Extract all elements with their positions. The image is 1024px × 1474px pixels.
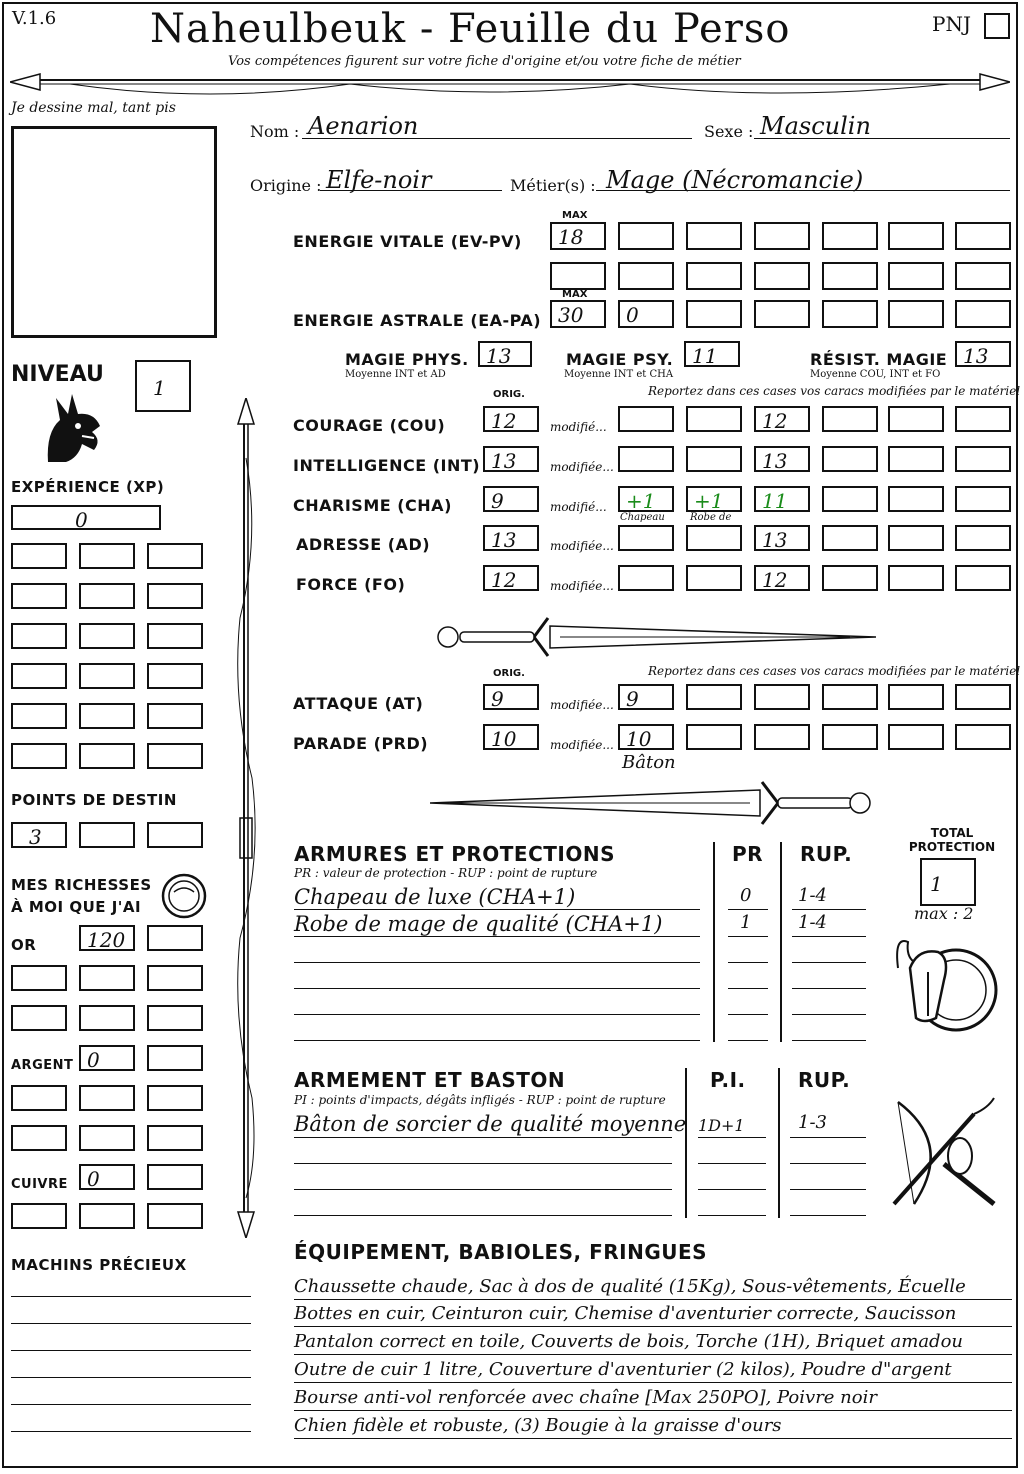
or-box[interactable]: [147, 1005, 203, 1031]
xp-track-box[interactable]: [79, 583, 135, 609]
ev-box[interactable]: [754, 262, 810, 290]
argent-box[interactable]: [11, 1085, 67, 1111]
ea-box[interactable]: [754, 300, 810, 328]
weapon-item-name[interactable]: Bâton de sorcier de qualité moyenne: [294, 1112, 687, 1136]
argent-box[interactable]: [147, 1085, 203, 1111]
prd-mod-box[interactable]: [822, 724, 878, 750]
destin-box[interactable]: 3: [11, 822, 67, 848]
total-protection-box[interactable]: 1: [920, 858, 976, 906]
weapons-rup-header: RUP.: [798, 1068, 851, 1092]
nom-label: Nom :: [250, 122, 300, 141]
ev-max-box[interactable]: 18: [550, 222, 606, 250]
argent-box[interactable]: [147, 1045, 203, 1071]
prd-mod-box[interactable]: [888, 724, 944, 750]
ea-box[interactable]: [955, 300, 1011, 328]
weapons-subtitle: PI : points d'impacts, dégâts infligés - RUP : point de rupture: [294, 1093, 666, 1107]
prd-mod-box[interactable]: [686, 724, 742, 750]
total-protection-label: TOTAL PROTECTION: [908, 826, 996, 854]
xp-track-box[interactable]: [147, 543, 203, 569]
orig-label: ORIG.: [493, 389, 525, 400]
prd-mod-box[interactable]: [955, 724, 1011, 750]
ev-box[interactable]: [822, 262, 878, 290]
fo-orig-box[interactable]: 12: [483, 565, 539, 591]
cuivre-box[interactable]: [11, 1203, 67, 1229]
argent-box[interactable]: [147, 1125, 203, 1151]
equipment-line[interactable]: Outre de cuir 1 litre, Couverture d'aventurier (2 kilos), Poudre d"argent: [294, 1359, 952, 1380]
destin-box[interactable]: [79, 822, 135, 848]
int-label: INTELLIGENCE (INT): [293, 456, 481, 475]
magie-psy-box[interactable]: 11: [684, 341, 740, 367]
int-mod-label: modifiée...: [550, 460, 614, 474]
ea-current-box[interactable]: 0: [618, 300, 674, 328]
equipment-line[interactable]: Chaussette chaude, Sac à dos de qualité (15Kg), Sous-vêtements, Écuelle: [294, 1276, 966, 1297]
argent-box[interactable]: [11, 1125, 67, 1151]
magie-psy-label: MAGIE PSY.: [566, 350, 674, 369]
cha-mod-box[interactable]: +1: [618, 486, 674, 512]
ea-max-box[interactable]: 30: [550, 300, 606, 328]
ev-box[interactable]: [888, 262, 944, 290]
int-mod-box[interactable]: [955, 446, 1011, 472]
version-label: V.1.6: [12, 8, 57, 29]
armor-item-rup[interactable]: 1-4: [798, 912, 827, 933]
ad-mod-box[interactable]: [686, 525, 742, 551]
ad-mod-box[interactable]: [618, 525, 674, 551]
stats-note: Reportez dans ces cases vos caracs modifiées par le matériel: [648, 384, 1021, 398]
prd-label: PARADE (PRD): [293, 734, 429, 753]
ad-mod-label: modifiée...: [550, 539, 614, 553]
sword-icon: [430, 778, 876, 828]
sexe-value[interactable]: Masculin: [760, 112, 871, 140]
xp-track-box[interactable]: [147, 623, 203, 649]
int-mod-box[interactable]: [686, 446, 742, 472]
at-mod-box[interactable]: [822, 684, 878, 710]
cuivre-box[interactable]: [147, 1203, 203, 1229]
cou-mod-box[interactable]: [955, 406, 1011, 432]
ev-box[interactable]: [686, 262, 742, 290]
or-box[interactable]: [11, 1005, 67, 1031]
prd-orig-box[interactable]: 10: [483, 724, 539, 750]
at-final-box[interactable]: 9: [618, 684, 674, 710]
ev-box[interactable]: [955, 262, 1011, 290]
cha-mod-box[interactable]: +1: [686, 486, 742, 512]
magie-phys-box[interactable]: 13: [478, 341, 532, 367]
xp-track-box[interactable]: [147, 703, 203, 729]
ev-box[interactable]: [618, 262, 674, 290]
armor-subtitle: PR : valeur de protection - RUP : point de rupture: [294, 866, 598, 880]
argent-box[interactable]: [79, 1085, 135, 1111]
sexe-label: Sexe :: [704, 122, 754, 141]
cou-mod-box[interactable]: [686, 406, 742, 432]
xp-track-box[interactable]: [79, 703, 135, 729]
niveau-label: NIVEAU: [11, 362, 104, 387]
resist-magie-label: RÉSIST. MAGIE: [810, 350, 948, 369]
at-mod-box[interactable]: [955, 684, 1011, 710]
cha-mod-note: Robe de: [690, 512, 732, 523]
or-box[interactable]: 120: [79, 925, 135, 951]
equipment-line[interactable]: Pantalon correct en toile, Couverts de bois, Torche (1H), Briquet amadou: [294, 1331, 964, 1352]
fo-mod-box[interactable]: [822, 565, 878, 591]
prd-mod-box[interactable]: [754, 724, 810, 750]
origine-label: Origine :: [250, 176, 322, 195]
helmet-shield-icon: [888, 928, 1008, 1038]
ea-box[interactable]: [686, 300, 742, 328]
prd-final-box[interactable]: 10: [618, 724, 674, 750]
armor-item-rup[interactable]: 1-4: [798, 885, 827, 906]
armor-rup-header: RUP.: [800, 842, 853, 866]
ad-label: ADRESSE (AD): [296, 535, 431, 554]
or-box[interactable]: [79, 1005, 135, 1031]
cou-orig-box[interactable]: 12: [483, 406, 539, 432]
xp-track-box[interactable]: [79, 663, 135, 689]
equipment-line[interactable]: Bottes en cuir, Ceinturon cuir, Chemise d'aventurier correcte, Saucisson: [294, 1303, 957, 1324]
ev-max-label: MAX: [562, 210, 588, 221]
xp-track-box[interactable]: [79, 623, 135, 649]
int-mod-box[interactable]: [618, 446, 674, 472]
resist-magie-box[interactable]: 13: [955, 341, 1011, 367]
ev-box[interactable]: [686, 222, 742, 250]
at-mod-box[interactable]: [686, 684, 742, 710]
ad-final-box[interactable]: 13: [754, 525, 810, 551]
precieux-label: MACHINS PRÉCIEUX: [11, 1256, 187, 1274]
fo-mod-box[interactable]: [955, 565, 1011, 591]
weapon-item-rup[interactable]: 1-3: [798, 1112, 827, 1133]
richesses-label: MES RICHESSES: [11, 876, 152, 894]
ea-box[interactable]: [888, 300, 944, 328]
weapon-item-pi[interactable]: 1D+1: [698, 1116, 745, 1135]
int-orig-box[interactable]: 13: [483, 446, 539, 472]
xp-track-box[interactable]: [11, 543, 67, 569]
equipment-title: ÉQUIPEMENT, BABIOLES, FRINGUES: [294, 1240, 708, 1264]
xp-track-box[interactable]: [79, 543, 135, 569]
or-box[interactable]: [11, 965, 67, 991]
at-orig-box[interactable]: 9: [483, 684, 539, 710]
cha-mod-box[interactable]: [822, 486, 878, 512]
armor-item-pr[interactable]: 0: [740, 885, 752, 906]
int-mod-box[interactable]: [888, 446, 944, 472]
at-mod-box[interactable]: [754, 684, 810, 710]
equipment-line[interactable]: Chien fidèle et robuste, (3) Bougie à la graisse d'ours: [294, 1415, 782, 1436]
ev-box[interactable]: [888, 222, 944, 250]
cou-final-box[interactable]: 12: [754, 406, 810, 432]
ev-box[interactable]: [822, 222, 878, 250]
xp-track-box[interactable]: [11, 583, 67, 609]
ev-label: ENERGIE VITALE (EV-PV): [293, 232, 522, 251]
armor-item-name[interactable]: Robe de mage de qualité (CHA+1): [294, 912, 663, 936]
ev-box[interactable]: [754, 222, 810, 250]
sword-icon: [430, 614, 876, 660]
total-protection-max: max : 2: [914, 904, 974, 923]
pnj-label: PNJ: [932, 12, 971, 36]
cou-mod-box[interactable]: [822, 406, 878, 432]
ev-box[interactable]: [550, 262, 606, 290]
xp-track-box[interactable]: [147, 583, 203, 609]
origine-value[interactable]: Elfe-noir: [326, 166, 432, 194]
cuivre-box[interactable]: [147, 1164, 203, 1190]
armor-pr-header: PR: [732, 842, 764, 866]
fo-mod-label: modifiée...: [550, 579, 614, 593]
magie-phys-label: MAGIE PHYS.: [345, 350, 469, 369]
weapons-col-divider: [778, 1068, 780, 1218]
argent-box[interactable]: [79, 1125, 135, 1151]
ev-box[interactable]: [618, 222, 674, 250]
niveau-box[interactable]: 1: [135, 360, 191, 412]
xp-label: EXPÉRIENCE (XP): [11, 478, 165, 496]
ea-box[interactable]: [822, 300, 878, 328]
cou-mod-box[interactable]: [888, 406, 944, 432]
ad-mod-box[interactable]: [888, 525, 944, 551]
cha-final-box[interactable]: 11: [754, 486, 810, 512]
spear-icon: [228, 398, 264, 1238]
xp-track-box[interactable]: [11, 703, 67, 729]
armor-col-divider: [780, 842, 782, 1042]
cuivre-label: CUIVRE: [11, 1177, 68, 1192]
int-final-box[interactable]: 13: [754, 446, 810, 472]
weapons-pi-header: P.I.: [710, 1068, 746, 1092]
metier-label: Métier(s) :: [510, 176, 596, 195]
cha-mod-box[interactable]: [888, 486, 944, 512]
xp-track-box[interactable]: [147, 743, 203, 769]
dragon-icon: [38, 392, 108, 466]
argent-box[interactable]: 0: [79, 1045, 135, 1071]
portrait-box[interactable]: [11, 126, 217, 338]
or-box[interactable]: [147, 965, 203, 991]
cha-mod-box[interactable]: [955, 486, 1011, 512]
nom-value[interactable]: Aenarion: [308, 112, 419, 140]
cou-label: COURAGE (COU): [293, 416, 446, 435]
weapon-note: Bâton: [622, 752, 676, 773]
cuivre-box[interactable]: 0: [79, 1164, 135, 1190]
xp-track-box[interactable]: [11, 623, 67, 649]
fo-mod-box[interactable]: [888, 565, 944, 591]
cha-orig-box[interactable]: 9: [483, 486, 539, 512]
page-title: Naheulbeuk - Feuille du Perso: [150, 6, 791, 52]
combat-orig-label: ORIG.: [493, 668, 525, 679]
spear-icon: [10, 66, 1010, 102]
fo-mod-box[interactable]: [686, 565, 742, 591]
page-subtitle: Vos compétences figurent sur votre fiche d'origine et/ou votre fiche de métier: [228, 54, 741, 69]
cou-mod-label: modifié...: [550, 420, 607, 434]
or-label: OR: [11, 936, 37, 954]
equipment-line[interactable]: Bourse anti-vol renforcée avec chaîne [Max 250PO], Poivre noir: [294, 1387, 877, 1408]
metier-value[interactable]: Mage (Nécromancie): [606, 166, 864, 194]
fo-final-box[interactable]: 12: [754, 565, 810, 591]
destin-label: POINTS DE DESTIN: [11, 791, 177, 809]
ea-label: ENERGIE ASTRALE (EA-PA): [293, 311, 542, 330]
cuivre-box[interactable]: [79, 1203, 135, 1229]
ea-max-label: MAX: [562, 289, 588, 300]
armor-title: ARMURES ET PROTECTIONS: [294, 842, 615, 866]
pnj-checkbox[interactable]: [984, 13, 1010, 39]
cha-label: CHARISME (CHA): [293, 496, 452, 515]
ad-mod-box[interactable]: [822, 525, 878, 551]
at-mod-box[interactable]: [888, 684, 944, 710]
xp-track-box[interactable]: [11, 663, 67, 689]
ev-box[interactable]: [955, 222, 1011, 250]
weapons-icon: [884, 1094, 1004, 1214]
prd-mod-label: modifiée...: [550, 738, 614, 752]
magie-phys-sub: Moyenne INT et AD: [345, 369, 446, 380]
magie-psy-sub: Moyenne INT et CHA: [564, 369, 674, 380]
xp-track-box[interactable]: [147, 663, 203, 689]
armor-col-divider: [713, 842, 715, 1042]
at-label: ATTAQUE (AT): [293, 694, 424, 713]
argent-label: ARGENT: [11, 1058, 74, 1073]
cha-mod-note: Chapeau: [620, 512, 665, 523]
cha-mod-label: modifié...: [550, 500, 607, 514]
xp-track-box[interactable]: [11, 743, 67, 769]
coin-icon: [160, 872, 208, 920]
at-mod-label: modifiée...: [550, 698, 614, 712]
or-box[interactable]: [79, 965, 135, 991]
fo-label: FORCE (FO): [296, 575, 406, 594]
combat-note: Reportez dans ces cases vos caracs modifiées par le matériel: [648, 664, 1021, 678]
cou-mod-box[interactable]: [618, 406, 674, 432]
portrait-caption: Je dessine mal, tant pis: [11, 100, 176, 116]
weapons-title: ARMEMENT ET BASTON: [294, 1068, 566, 1092]
fo-mod-box[interactable]: [618, 565, 674, 591]
armor-item-pr[interactable]: 1: [740, 912, 752, 933]
xp-track-box[interactable]: [79, 743, 135, 769]
int-mod-box[interactable]: [822, 446, 878, 472]
destin-box[interactable]: [147, 822, 203, 848]
richesses-label-2: À MOI QUE J'AI: [11, 898, 142, 916]
weapons-col-divider: [685, 1068, 687, 1218]
ad-mod-box[interactable]: [955, 525, 1011, 551]
armor-item-name[interactable]: Chapeau de luxe (CHA+1): [294, 885, 576, 909]
resist-magie-sub: Moyenne COU, INT et FO: [810, 369, 941, 380]
or-box[interactable]: [147, 925, 203, 951]
ad-orig-box[interactable]: 13: [483, 525, 539, 551]
xp-box[interactable]: 0: [11, 505, 161, 530]
